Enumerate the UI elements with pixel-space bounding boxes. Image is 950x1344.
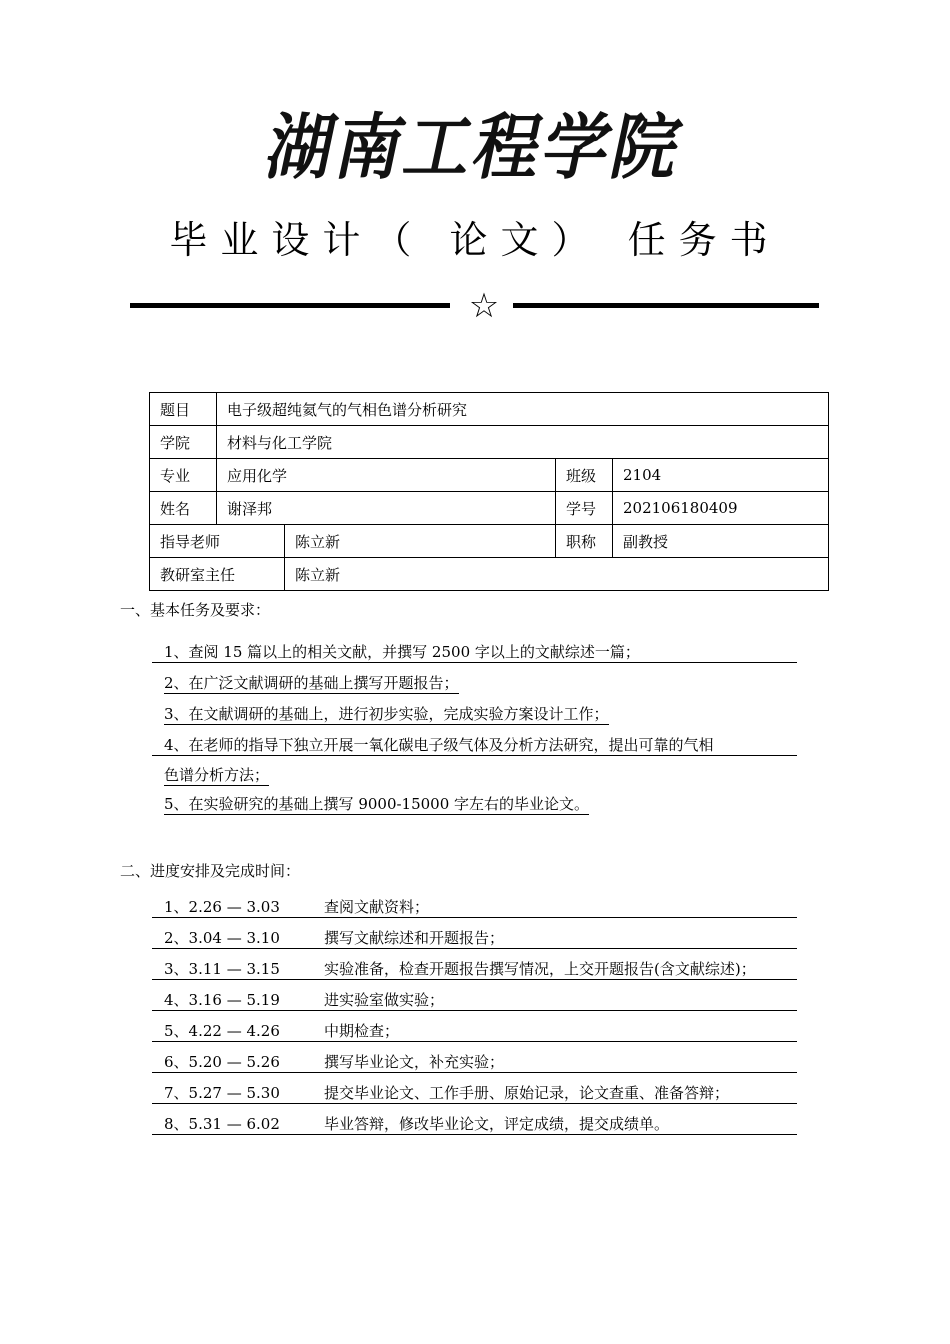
title-value: 副教授 [613, 525, 829, 558]
advisor-value: 陈立新 [285, 525, 556, 558]
schedule-row [152, 1021, 797, 1042]
schedule-task: 中期检查； [324, 1022, 400, 1040]
advisor-label: 指导老师 [150, 525, 285, 558]
schedule-row [152, 1114, 797, 1135]
schedule-date: 6、5.20 — 5.26 [164, 1053, 280, 1071]
section2-heading: 二、进度安排及完成时间： [120, 862, 301, 880]
table-row [150, 393, 829, 426]
task-item-3 [152, 704, 797, 724]
student-id-label: 学号 [556, 492, 613, 525]
table-row [150, 558, 829, 591]
schedule-date: 4、3.16 — 5.19 [164, 991, 280, 1009]
info-table [149, 392, 829, 591]
schedule-row [152, 897, 797, 918]
student-id-value: 202106180409 [613, 492, 829, 525]
schedule-row [152, 1052, 797, 1073]
schedule-row [152, 928, 797, 949]
college-value: 材料与化工学院 [217, 426, 829, 459]
section1-heading: 一、基本任务及要求： [120, 601, 271, 619]
task-item-2 [152, 673, 797, 693]
class-label: 班级 [556, 459, 613, 492]
schedule-task: 实验准备，检查开题报告撰写情况，上交开题报告(含文献综述)； [324, 960, 756, 978]
schedule-row [152, 1083, 797, 1104]
college-label: 学院 [150, 426, 217, 459]
schedule-date: 7、5.27 — 5.30 [164, 1084, 280, 1102]
task-item-5 [152, 794, 797, 814]
schedule-task: 提交毕业论文、工作手册、原始记录，论文查重、准备答辩； [324, 1084, 730, 1102]
class-value: 2104 [613, 459, 829, 492]
major-value: 应用化学 [217, 459, 556, 492]
table-row [150, 426, 829, 459]
task-item-4: 4、在老师的指导下独立开展一氧化碳电子级气体及分析方法研究，提出可靠的气相 [152, 735, 797, 756]
divider-right [513, 303, 819, 308]
table-row [150, 525, 829, 558]
schedule-row [152, 990, 797, 1011]
name-label: 姓名 [150, 492, 217, 525]
schedule-task: 进实验室做实验； [324, 991, 445, 1009]
major-label: 专业 [150, 459, 217, 492]
document-title: 毕业设计（ 论文） 任务书 [169, 218, 781, 262]
divider-left [130, 303, 450, 308]
task-item-1: 1、查阅 15 篇以上的相关文献，并撰写 2500 字以上的文献综述一篇； [152, 642, 797, 663]
name-value: 谢泽邦 [217, 492, 556, 525]
schedule-date: 1、2.26 — 3.03 [164, 898, 280, 916]
title-label: 职称 [556, 525, 613, 558]
director-value: 陈立新 [285, 558, 829, 591]
schedule-date: 8、5.31 — 6.02 [164, 1115, 280, 1133]
schedule-date: 3、3.11 — 3.15 [164, 960, 280, 978]
director-label: 教研室主任 [150, 558, 285, 591]
table-row [150, 492, 829, 525]
school-logo-text: 湖南工程学院 [259, 104, 692, 190]
schedule-date: 2、3.04 — 3.10 [164, 929, 280, 947]
schedule-task: 撰写毕业论文，补充实验； [324, 1053, 505, 1071]
topic-label: 题目 [150, 393, 217, 426]
star-icon: ☆ [468, 286, 500, 326]
task-item-4-cont [152, 765, 797, 785]
task-item-5-text: 5、在实验研究的基础上撰写 9000-15000 字左右的毕业论文。 [164, 795, 590, 813]
schedule-task: 撰写文献综述和开题报告； [324, 929, 505, 947]
task-item-3-text: 3、在文献调研的基础上，进行初步实验，完成实验方案设计工作； [164, 705, 609, 723]
schedule-row [152, 959, 797, 980]
task-item-2-text: 2、在广泛文献调研的基础上撰写开题报告； [164, 674, 459, 692]
schedule-task: 查阅文献资料； [324, 898, 430, 916]
school-logo [0, 100, 950, 195]
topic-value: 电子级超纯氦气的气相色谱分析研究 [217, 393, 829, 426]
table-row [150, 459, 829, 492]
schedule-date: 5、4.22 — 4.26 [164, 1022, 280, 1040]
task-item-4-cont-text: 色谱分析方法； [164, 766, 270, 784]
schedule-task: 毕业答辩，修改毕业论文，评定成绩，提交成绩单。 [324, 1115, 670, 1133]
